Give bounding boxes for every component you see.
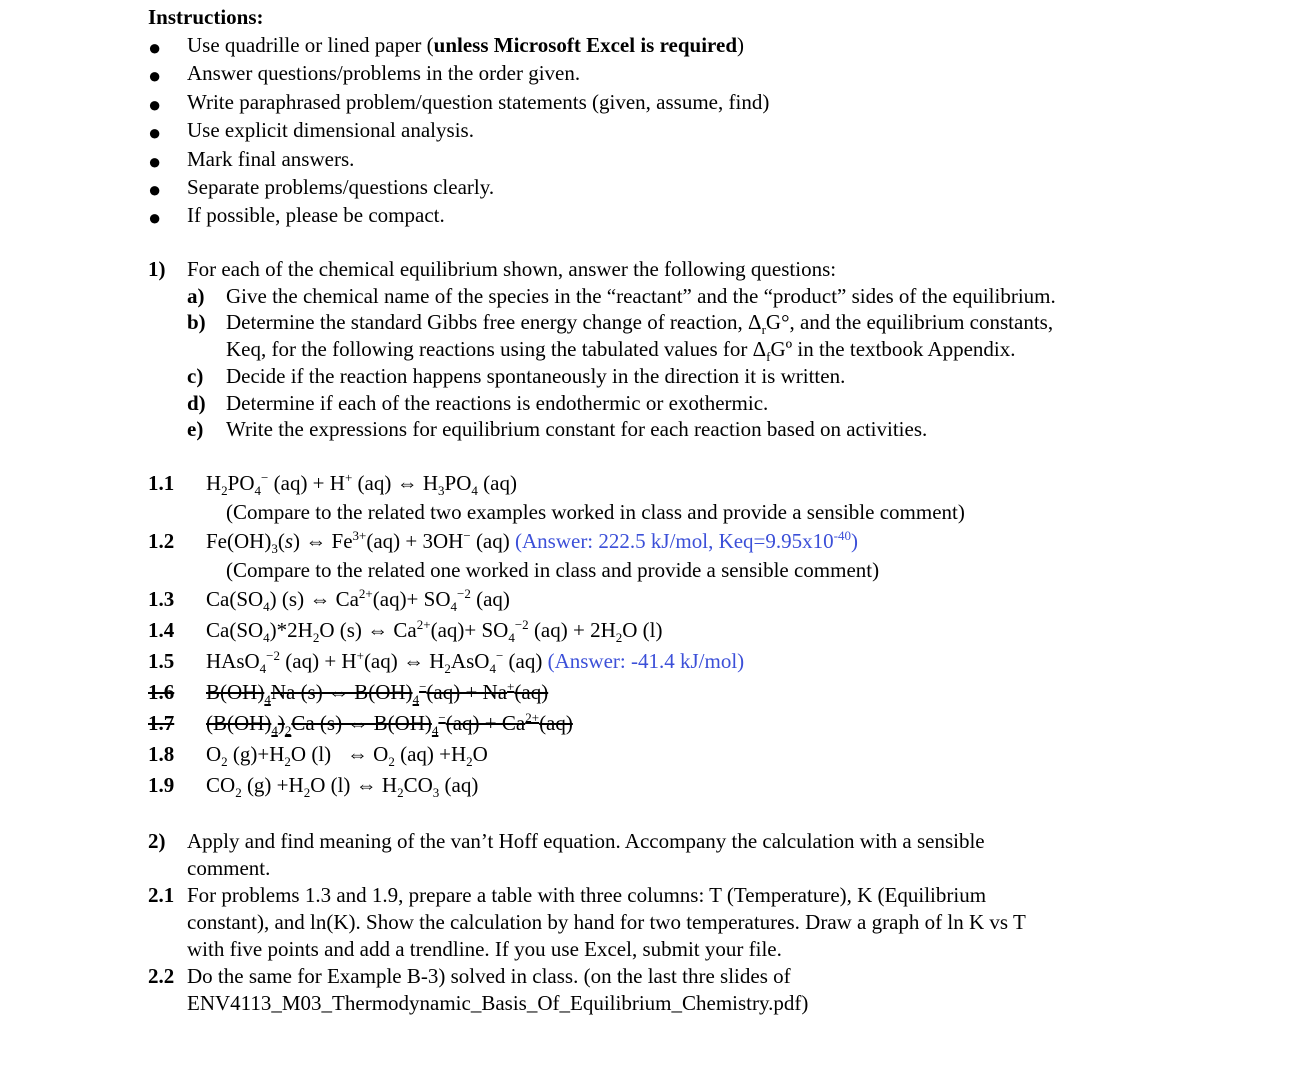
subquestion-label: c)	[187, 364, 204, 388]
subquestion-text: Give the chemical name of the species in the “reactant” and the “product” sides of the equilibrium.	[226, 284, 1056, 308]
reaction-number-struck: 1.6	[148, 680, 175, 704]
subquestion-text-part: Gº in the textbook Appendix.	[770, 337, 1016, 361]
subquestion-text-part: G°, and the equilibrium constants,	[765, 310, 1054, 334]
reaction-comment: (Compare to the related one worked in class and provide a sensible comment)	[226, 558, 880, 582]
question-text: comment.	[187, 856, 271, 880]
reaction-number: 1.9	[148, 773, 175, 797]
part-text: ENV4113_M03_Thermodynamic_Basis_Of_Equilibrium_Chemistry.pdf)	[187, 991, 809, 1015]
reaction-number: 1.2	[148, 529, 175, 553]
instruction-text: Write paraphrased problem/question statements (given, assume, find)	[187, 89, 770, 114]
reaction-equation: $Ca(SO_4)$ (s) ⇔ $Ca^{2+}(aq)+ SO_4^{-2}$ (aq)	[206, 586, 510, 615]
part-number: 2.1	[148, 883, 175, 907]
bullet-icon: ●	[148, 148, 162, 174]
bullet-icon: ●	[148, 91, 162, 117]
part-text: with five points and add a trendline. If you use Excel, submit your file.	[187, 937, 782, 961]
reaction-equation: $CO_2$ $(g) +H_2O$ (l) ⇔ $H_2CO_3$ (aq)	[206, 773, 479, 801]
subquestion-label: a)	[187, 284, 205, 308]
reaction-equation: $Fe(OH)_3(s)$ ⇔ $Fe^{3+}(aq) + 3OH^-$ (aq)	[206, 528, 510, 557]
part-text: constant), and ln(K). Show the calculation by hand for two temperatures. Draw a graph of ln K vs T	[187, 910, 1026, 934]
subquestion-label: e)	[187, 417, 204, 441]
reaction-equation: $Ca(SO_4)*2H_2O$ (s) ⇔ $Ca^{2+}(aq)+ SO_4^{-2}$ $(aq) + 2H_2O$ (l)	[206, 617, 663, 646]
subquestion-text: Decide if the reaction happens spontaneously in the direction it is written.	[226, 364, 846, 388]
instruction-bold-text: unless Microsoft Excel is required	[433, 33, 737, 57]
instruction-text: Mark final answers.	[187, 146, 355, 171]
subquestion-text: Write the expressions for equilibrium constant for each reaction based on activities.	[226, 417, 928, 441]
instruction-text: Answer questions/problems in the order given.	[187, 61, 581, 86]
reaction-equation: $H_2PO_4^-$ (aq) + H+ (aq) ⇔ $H_3PO_4$ (aq)	[206, 470, 517, 499]
bullet-icon: ●	[148, 205, 162, 231]
subquestion-text-part: Keq, for the following reactions using the tabulated values for Δ	[226, 337, 767, 361]
subquestion-text	[226, 309, 1053, 336]
bullet-icon: ●	[148, 35, 162, 60]
instruction-text: Use quadrille or lined paper (	[187, 33, 434, 57]
reaction-number: 1.3	[148, 587, 175, 611]
question-text: Apply and find meaning of the van’t Hoff equation. Accompany the calculation with a sensible	[187, 829, 985, 853]
subquestion-text-part: Determine the standard Gibbs free energy change of reaction, Δ	[226, 310, 762, 334]
reaction-answer: (Answer: 222.5 kJ/mol, $Keq=9.95x10^{-40}$)	[515, 528, 858, 553]
part-text: For problems 1.3 and 1.9, prepare a table with three columns: T (Temperature), K (Equilibrium	[187, 883, 987, 907]
reaction-number: 1.1	[148, 471, 175, 495]
bullet-icon: ●	[148, 63, 162, 89]
instruction-text: If possible, please be compact.	[187, 203, 445, 228]
subquestion-text: Determine if each of the reactions is endothermic or exothermic.	[226, 391, 769, 415]
reaction-equation: HAsO$_4^{-2}$ (aq) + H+(aq) ⇔ $H_2AsO_4^-$ (aq)	[206, 648, 543, 677]
question-number: 2)	[148, 829, 166, 853]
question-text: For each of the chemical equilibrium shown, answer the following questions:	[187, 257, 837, 281]
subquestion-text	[226, 336, 1016, 363]
instructions-heading: Instructions:	[148, 5, 264, 29]
subquestion-label: b)	[187, 310, 206, 334]
reaction-number: 1.8	[148, 742, 175, 766]
reaction-number: 1.5	[148, 649, 175, 673]
reaction-equation: $O_2$ $(g)+H_2O$ (l) ⇔ $O_2$ $(aq) +H_2O$	[206, 742, 488, 770]
part-number: 2.2	[148, 964, 175, 988]
subscript-text: f	[766, 349, 771, 365]
reaction-answer: (Answer: -41.4 kJ/mol)	[547, 649, 745, 673]
part-text: Do the same for Example B-3) solved in class. (on the last thre slides of	[187, 964, 791, 988]
bullet-icon: ●	[148, 120, 162, 146]
reaction-number-struck: 1.7	[148, 711, 175, 735]
instruction-text: Use explicit dimensional analysis.	[187, 118, 474, 143]
question-number: 1)	[148, 257, 166, 281]
subscript-text: r	[761, 322, 766, 338]
bullet-icon: ●	[148, 176, 162, 202]
reaction-number: 1.4	[148, 618, 175, 642]
instruction-text: Separate problems/questions clearly.	[187, 174, 495, 199]
subquestion-label: d)	[187, 391, 206, 415]
reaction-comment: (Compare to the related two examples worked in class and provide a sensible comment)	[226, 500, 965, 524]
reaction-equation-struck: $(B(OH)_4)_2Ca$ (s) ⇔ $B(OH)_4^-(aq) + Ca^{2+}(aq)$	[206, 710, 573, 739]
instruction-text-end: )	[737, 33, 744, 57]
reaction-equation-struck: $B(OH)_4Na$ (s) ⇔ $B(OH)_4^-(aq) + Na^+(aq)$	[206, 679, 549, 708]
